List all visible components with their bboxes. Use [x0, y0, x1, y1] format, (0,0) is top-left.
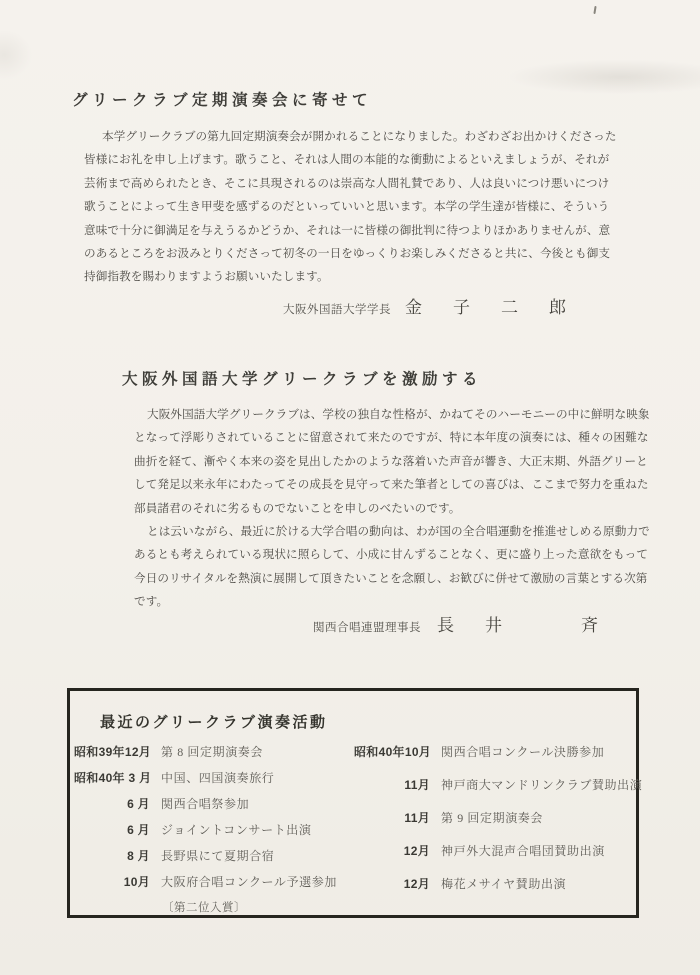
activity-row — [354, 743, 642, 760]
paragraph-line: 持御指教を賜わりますようお願いいたします。 — [84, 270, 329, 284]
section1-heading: グリークラブ定期演奏会に寄せて — [72, 92, 373, 109]
activity-event: 梅花メサイヤ賛助出演 — [441, 877, 567, 891]
activity-row — [74, 743, 337, 760]
activities-title: 最近のグリークラブ演奏活動 — [100, 714, 328, 731]
signature1-title: 大阪外国語大学学長 — [283, 304, 391, 316]
activity-event: 第 8 回定期演奏会 — [161, 745, 264, 759]
activities-left-column — [74, 743, 337, 915]
scan-speck-artifact — [593, 6, 596, 14]
activity-event: 関西合唱コンクール決勝参加 — [441, 745, 605, 759]
paragraph-line: のあるところをお汲みとりくださって初冬の一日をゆっくりお楽しみくださると共に、今後とも御支 — [84, 246, 611, 260]
paragraph-line: となって浮彫りされていることに留意されて来たのですが、特に本年度の演奏には、種々の困難な — [134, 431, 649, 445]
activity-event: 関西合唱祭参加 — [161, 797, 250, 811]
activity-date: 6 月 — [127, 797, 150, 811]
activity-date: 昭和39年12月 — [74, 745, 152, 759]
activity-row — [354, 842, 642, 859]
activity-date: 昭和40年 3 月 — [74, 771, 152, 785]
activity-date: 11月 — [404, 811, 430, 825]
greeting1-paragraph — [84, 125, 617, 289]
activity-date: 12月 — [403, 877, 430, 891]
paragraph-line: 今日のリサイタルを熱演に展開して頂きたいことを念願し、お歓びに併せて激励の言葉とする次第 — [134, 571, 648, 585]
activity-row — [74, 873, 337, 890]
paragraph-line: 大阪外国語大学グリークラブは、学校の独自な性格が、かねてそのハーモニーの中に鮮明な映象 — [147, 408, 650, 421]
paragraph-line: 曲折を経て、漸やく本来の姿を見出したかのような落着いた声音が響き、大正末期、外語グリーと — [134, 454, 648, 468]
activities-right-column — [354, 743, 642, 908]
paragraph-line: 芸術まで高められたとき、そこに具現されるのは崇高な人間礼賛であり、人は良いにつけ悪いにつけ — [84, 176, 610, 190]
paragraph-line: とは云いながら、最近に於ける大学合唱の動向は、わが国の全合唱運動を推進せしめる原動力で — [147, 524, 650, 538]
paragraph-line: 歌うことによって生き甲斐を感ずるのだといっていいと思います。本学の学生達が皆様に、そういう — [84, 200, 610, 214]
activity-row — [354, 809, 642, 826]
paragraph-line: 皆様にお礼を申し上げます。歌うこと、それは人間の本能的な衝動によるといえましょうが、それが — [84, 153, 610, 167]
activity-row — [74, 769, 337, 786]
activity-event: 神戸外大混声合唱団賛助出演 — [441, 844, 605, 858]
activity-date: 6 月 — [127, 823, 150, 837]
activity-event: 中国、四国演奏旅行 — [161, 771, 275, 785]
paragraph-line: して発足以来永年にわたってその成長を見守って来た筆者としての喜びは、ここまで努力を重ねた — [134, 478, 649, 492]
activity-date: 11月 — [404, 778, 430, 792]
signature1-name: 金 子 二 郎 — [405, 298, 573, 317]
activity-row — [74, 821, 337, 838]
paragraph-line: あるとも考えられている現状に照らして、小成に甘んずることなく、更に盛り上った意欲をもって — [134, 548, 649, 562]
activity-event: 大阪府合唱コンクール予選参加 — [161, 875, 337, 889]
paragraph-line: 部員諸君のそれに劣るものでないことを申しのべたいのです。 — [134, 501, 461, 515]
section2-heading: 大阪外国語大学グリークラブを激励する — [122, 371, 483, 388]
activity-row — [74, 847, 337, 864]
activity-event: ジョイントコンサート出演 — [161, 823, 312, 837]
activity-date: 10月 — [123, 875, 150, 889]
paragraph-line: 意味で十分に御満足を与えうるかどうか、それは一に皆様の御批判に待つよりほかありませんが、意 — [84, 223, 611, 237]
signature2 — [313, 611, 605, 636]
activity-date: 12月 — [403, 844, 430, 858]
signature2-title: 関西合唱連盟理事長 — [313, 622, 421, 634]
activity-date: 8 月 — [127, 849, 150, 863]
activity-event: 神戸商大マンドリンクラブ賛助出演 — [441, 778, 643, 792]
activity-date: 昭和40年10月 — [354, 745, 432, 759]
paragraph-line: です。 — [134, 595, 169, 609]
activity-event: 第 9 回定期演奏会 — [441, 811, 544, 825]
signature1 — [283, 293, 573, 318]
greeting2-paragraph — [134, 403, 650, 614]
activity-event: 長野県にて夏期合宿 — [161, 849, 275, 863]
scan-smudge-artifact — [510, 60, 700, 94]
activity-row — [354, 776, 642, 793]
scan-edge-artifact — [0, 30, 32, 80]
signature2-name: 長 井 斉 — [437, 616, 605, 635]
recent-activities-box — [67, 688, 643, 918]
activity-row — [354, 875, 642, 892]
paragraph-line: 本学グリークラブの第九回定期演奏会が開かれることになりました。わざわざお出かけくださった — [102, 130, 617, 143]
activity-award-note: 〔第二位入賞〕 — [162, 902, 246, 914]
activity-row — [74, 795, 337, 812]
